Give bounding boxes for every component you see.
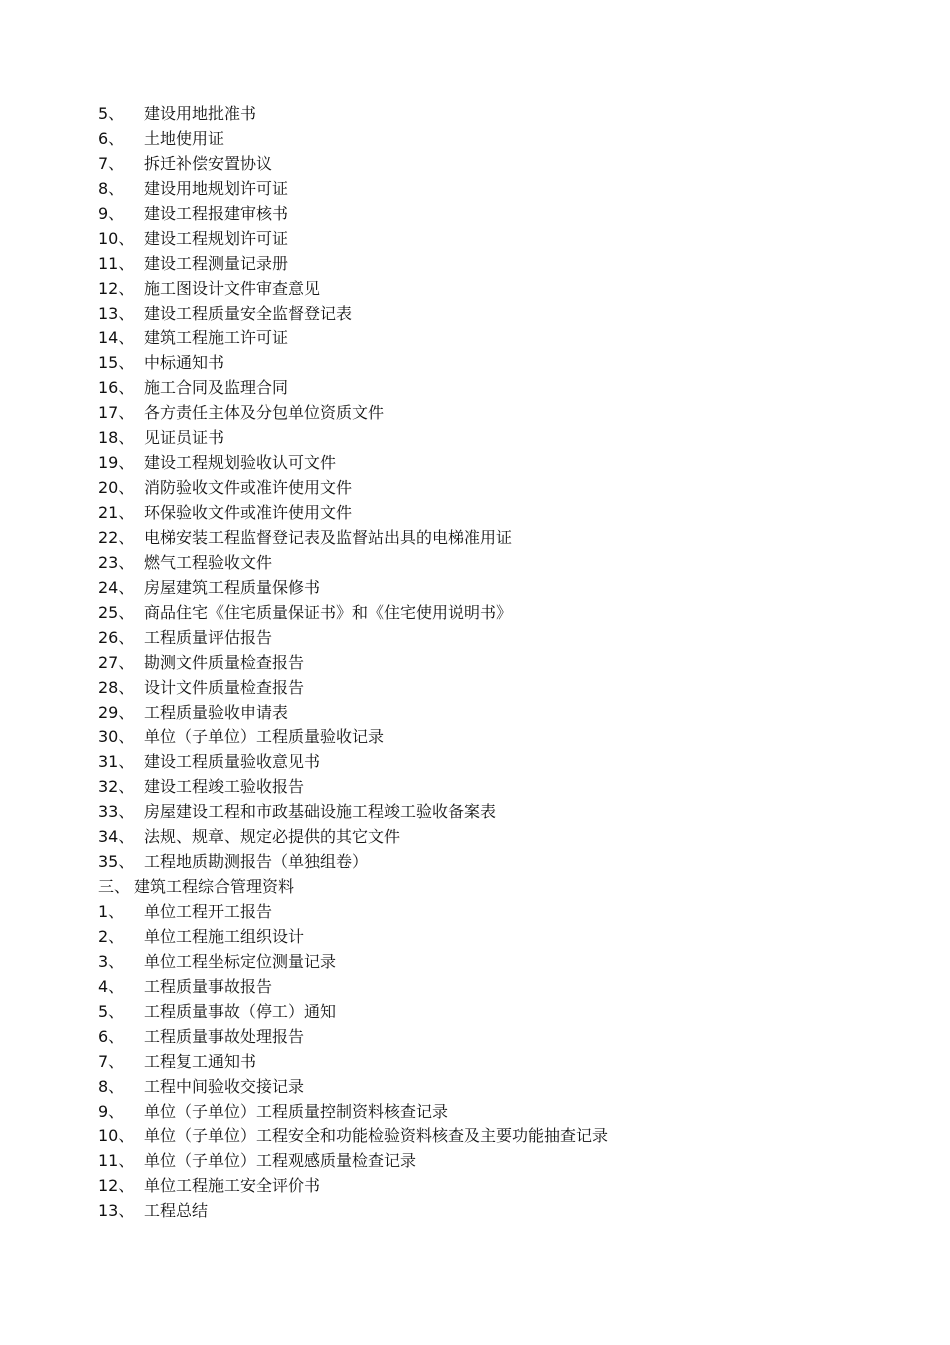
list-item-text: 建设工程质量验收意见书 xyxy=(144,752,321,772)
list-item-text: 拆迁补偿安置协议 xyxy=(144,153,273,173)
list-section-a xyxy=(98,102,918,875)
list-item-text: 单位（子单位）工程质量控制资料核查记录 xyxy=(144,1101,449,1121)
list-item xyxy=(98,676,918,701)
list-item-text: 建筑工程施工许可证 xyxy=(144,328,289,348)
list-item xyxy=(98,900,918,925)
list-item-number: 20、 xyxy=(98,478,135,498)
list-item-number: 18、 xyxy=(98,428,135,448)
list-item xyxy=(98,825,918,850)
list-item-number: 10、 xyxy=(98,1126,135,1146)
section-heading xyxy=(98,875,918,900)
list-item xyxy=(98,376,918,401)
list-item-number: 8、 xyxy=(98,178,125,198)
list-item xyxy=(98,1050,918,1075)
list-item xyxy=(98,850,918,875)
list-item-number: 5、 xyxy=(98,104,125,123)
list-item xyxy=(98,950,918,975)
list-item-text: 见证员证书 xyxy=(144,428,225,448)
list-item-number: 4、 xyxy=(98,976,125,996)
list-item-text: 设计文件质量检查报告 xyxy=(144,677,305,697)
list-item-text: 房屋建设工程和市政基础设施工程竣工验收备案表 xyxy=(144,802,497,822)
list-item xyxy=(98,451,918,476)
list-item-number: 1、 xyxy=(98,902,125,921)
list-item-text: 电梯安装工程监督登记表及监督站出具的电梯准用证 xyxy=(144,527,513,547)
list-item xyxy=(98,551,918,576)
list-item-text: 消防验收文件或准许使用文件 xyxy=(144,478,353,498)
list-item xyxy=(98,1075,918,1100)
list-item-number: 32、 xyxy=(98,777,135,797)
list-item-text: 工程质量事故报告 xyxy=(144,976,273,996)
list-item-number: 11、 xyxy=(98,1151,135,1171)
list-item-number: 34、 xyxy=(98,827,135,847)
list-item-text: 施工图设计文件审查意见 xyxy=(144,278,321,298)
list-item-text: 建设工程规划许可证 xyxy=(144,228,289,248)
list-item-text: 工程质量评估报告 xyxy=(144,627,273,647)
list-item-number: 12、 xyxy=(98,278,135,298)
list-item xyxy=(98,326,918,351)
list-item xyxy=(98,227,918,252)
list-item-text: 法规、规章、规定必提供的其它文件 xyxy=(144,827,401,847)
list-item-number: 6、 xyxy=(98,128,125,148)
list-item xyxy=(98,526,918,551)
list-item-text: 单位（子单位）工程安全和功能检验资料核查及主要功能抽查记录 xyxy=(144,1126,609,1146)
list-item xyxy=(98,501,918,526)
list-item xyxy=(98,1100,918,1125)
list-item-text: 建设用地规划许可证 xyxy=(144,178,289,198)
list-item xyxy=(98,1199,918,1224)
list-item xyxy=(98,426,918,451)
list-item-text: 建设工程竣工验收报告 xyxy=(144,777,305,797)
list-item xyxy=(98,601,918,626)
list-item-text: 建设工程质量安全监督登记表 xyxy=(144,303,353,323)
list-item-number: 14、 xyxy=(98,328,135,348)
list-item-number: 19、 xyxy=(98,453,135,473)
list-item xyxy=(98,975,918,1000)
list-item-number: 24、 xyxy=(98,577,135,597)
list-item-text: 建设工程测量记录册 xyxy=(144,253,289,273)
list-item-number: 29、 xyxy=(98,702,135,722)
list-item xyxy=(98,800,918,825)
list-item-number: 15、 xyxy=(98,353,135,373)
list-item-number: 9、 xyxy=(98,203,125,223)
list-item xyxy=(98,202,918,227)
list-item xyxy=(98,127,918,152)
list-item-text: 中标通知书 xyxy=(144,353,225,373)
list-item xyxy=(98,1124,918,1149)
list-item-text: 工程质量事故（停工）通知 xyxy=(144,1001,337,1021)
list-item xyxy=(98,277,918,302)
list-item-text: 工程总结 xyxy=(144,1201,209,1221)
list-item-number: 26、 xyxy=(98,627,135,647)
list-item-number: 27、 xyxy=(98,652,135,672)
list-item-text: 工程质量事故处理报告 xyxy=(144,1026,305,1046)
list-item-text: 商品住宅《住宅质量保证书》和《住宅使用说明书》 xyxy=(144,602,513,622)
list-item xyxy=(98,576,918,601)
list-item xyxy=(98,252,918,277)
list-item-text: 单位（子单位）工程观感质量检查记录 xyxy=(144,1151,417,1171)
list-item-number: 31、 xyxy=(98,752,135,772)
list-item-number: 8、 xyxy=(98,1076,125,1096)
list-item xyxy=(98,750,918,775)
list-item-number: 2、 xyxy=(98,926,125,946)
list-item-text: 工程复工通知书 xyxy=(144,1051,257,1071)
list-item-number: 25、 xyxy=(98,602,135,622)
list-item-text: 各方责任主体及分包单位资质文件 xyxy=(144,403,385,423)
list-item xyxy=(98,925,918,950)
list-item-text: 勘测文件质量检查报告 xyxy=(144,652,305,672)
list-item-number: 6、 xyxy=(98,1026,125,1046)
list-item xyxy=(98,725,918,750)
list-item xyxy=(98,351,918,376)
list-item-text: 单位工程施工安全评价书 xyxy=(144,1176,321,1196)
list-item-number: 7、 xyxy=(98,153,125,173)
list-item xyxy=(98,152,918,177)
list-item-number: 11、 xyxy=(98,253,135,273)
list-item-number: 13、 xyxy=(98,1201,135,1221)
list-item-number: 28、 xyxy=(98,677,135,697)
list-item-number: 9、 xyxy=(98,1101,125,1121)
list-item xyxy=(98,626,918,651)
list-item xyxy=(98,302,918,327)
list-item-number: 21、 xyxy=(98,503,135,522)
list-item xyxy=(98,775,918,800)
list-item xyxy=(98,102,918,127)
list-item-number: 7、 xyxy=(98,1051,125,1071)
list-item-number: 23、 xyxy=(98,552,135,572)
list-section-b xyxy=(98,900,918,1224)
list-item xyxy=(98,177,918,202)
list-item xyxy=(98,651,918,676)
list-item-text: 土地使用证 xyxy=(144,128,225,148)
list-item xyxy=(98,1025,918,1050)
list-item-number: 3、 xyxy=(98,951,125,971)
list-item-number: 10、 xyxy=(98,228,135,248)
list-item-text: 单位工程开工报告 xyxy=(144,902,273,921)
list-item xyxy=(98,1000,918,1025)
list-item-text: 工程中间验收交接记录 xyxy=(144,1076,305,1096)
list-item-text: 燃气工程验收文件 xyxy=(144,552,273,572)
list-item-number: 12、 xyxy=(98,1176,135,1196)
list-item xyxy=(98,401,918,426)
list-item xyxy=(98,476,918,501)
list-item xyxy=(98,701,918,726)
list-item-text: 建设工程报建审核书 xyxy=(144,203,289,223)
list-item-number: 33、 xyxy=(98,802,135,822)
list-item-text: 单位（子单位）工程质量验收记录 xyxy=(144,727,385,747)
list-item-text: 单位工程坐标定位测量记录 xyxy=(144,951,337,971)
list-item-number: 17、 xyxy=(98,403,135,423)
list-item-number: 22、 xyxy=(98,527,135,547)
list-item-number: 13、 xyxy=(98,303,135,323)
list-item-text: 工程地质勘测报告（单独组卷） xyxy=(144,852,369,872)
list-item-number: 5、 xyxy=(98,1001,125,1021)
list-item-text: 房屋建筑工程质量保修书 xyxy=(144,577,321,597)
list-item-text: 环保验收文件或准许使用文件 xyxy=(144,503,353,522)
list-item-text: 单位工程施工组织设计 xyxy=(144,926,305,946)
list-item xyxy=(98,1149,918,1174)
list-item-number: 35、 xyxy=(98,852,135,872)
section-heading-title: 建筑工程综合管理资料 xyxy=(134,877,295,897)
list-item-text: 建设工程规划验收认可文件 xyxy=(144,453,337,473)
list-item-number: 30、 xyxy=(98,727,135,747)
list-item xyxy=(98,1174,918,1199)
list-item-text: 施工合同及监理合同 xyxy=(144,378,289,398)
document-list xyxy=(98,102,918,1224)
list-item-text: 工程质量验收申请表 xyxy=(144,702,289,722)
list-item-number: 16、 xyxy=(98,378,135,398)
list-item-text: 建设用地批准书 xyxy=(144,104,257,123)
section-heading-number: 三、 xyxy=(98,877,131,897)
